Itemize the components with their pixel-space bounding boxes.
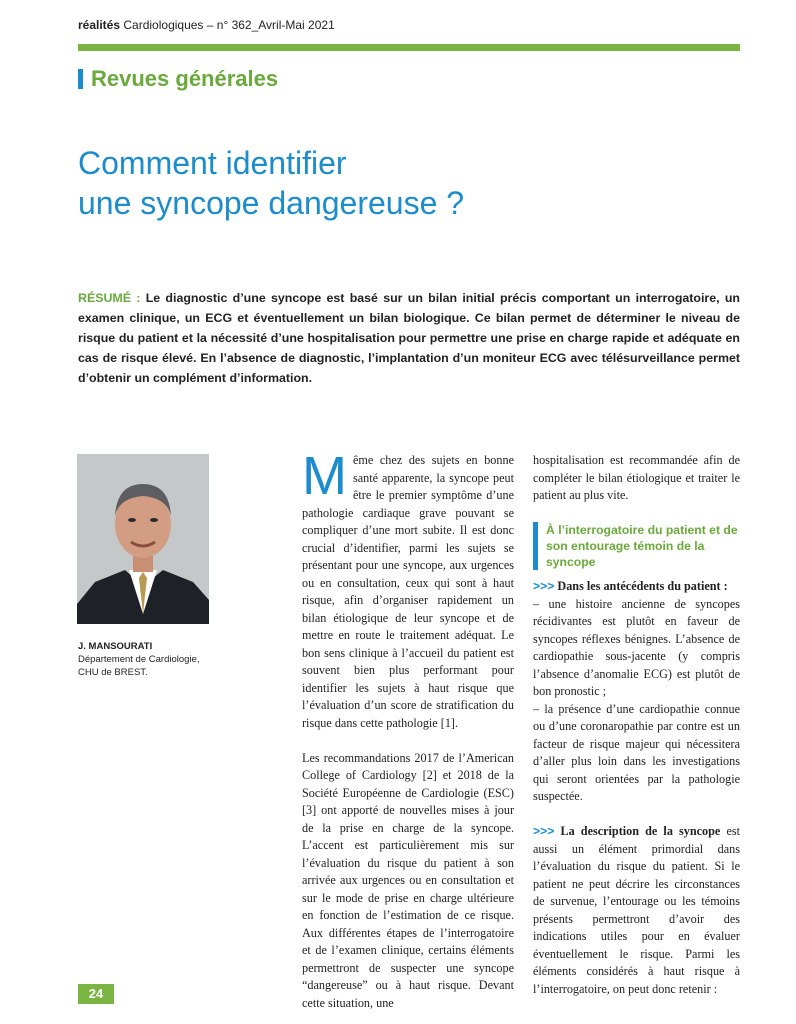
body-column-2 [533, 452, 740, 998]
abstract [78, 288, 740, 388]
author-name: J. MANSOURATI [78, 641, 153, 652]
body-column-1 [302, 446, 514, 1012]
description-text: est aussi un élément primordial dans l’évaluation du risque du patient. Si le patient ne peut décrire les circonstances de survenue, l’entourage ou les témoins présents permettront d’avoir des indications utiles pour en évaluer éventuellement le risque. Parmi les éléments considérés à haut risque à l’interrogatoire, on peut donc retenir : [533, 824, 740, 996]
guidelines-paragraph: Les recommandations 2017 de l’American College of Cardiology [2] et 2018 de la Société Européenne de Cardiologie (ESC) [3] ont apporté de nouvelles mises à jour de la prise en charge de la syncope. L’accent est particulièrement mis sur l’évaluation du risque du patient à son arrivée aux urgences ou en consultation et sur le mode de prise en charge ultérieure en fonction de l’estimation de ce risque. Aux différentes étapes de l’interrogatoire et de l’examen clinique, certains éléments permettront de suspecter une syncope “dangereuse” ou à haut risque. Devant cette situation, une [302, 750, 514, 1010]
arrows-marker: >>> [533, 824, 555, 838]
hospitalisation-paragraph: hospitalisation est recommandée afin de compléter le bilan étiologique et traiter le patient au plus vite. [533, 453, 740, 502]
description-label: La description de la syncope [560, 824, 721, 838]
page-number: 24 [78, 984, 114, 1004]
author-affiliation-1: Département de Cardiologie, [78, 654, 200, 665]
title-line-2: une syncope dangereuse ? [78, 185, 465, 221]
journal-brand: réalités [78, 18, 121, 32]
author-affiliation-2: CHU de BREST. [78, 667, 148, 678]
running-head [78, 18, 335, 32]
history-label: Dans les antécédents du patient : [557, 579, 728, 593]
arrows-marker: >>> [533, 579, 555, 593]
section-title: Revues générales [91, 66, 279, 91]
author-block [78, 640, 199, 679]
journal-issue: Cardiologiques – n° 362_Avril-Mai 2021 [123, 18, 335, 32]
history-item-2: – la présence d’une cardiopathie connue ou d’une coronaropathie par contre est un facteur de risque majeur qui nécessitera d’aller plus loin dans les investigations qui seront orientées par la pathologie suspectée. [533, 701, 740, 803]
drop-cap: M [302, 446, 347, 506]
subsection-heading [533, 522, 740, 570]
header-rule [78, 44, 740, 51]
history-heading [533, 578, 740, 596]
abstract-label: RÉSUMÉ : [78, 291, 141, 305]
title-line-1: Comment identifier [78, 145, 347, 181]
history-item-1: – une histoire ancienne de syncopes récidivantes est plutôt en faveur de syncopes réflexes bénignes. L’absence de cardiopathie sous-jacente (y compris l’absence d’anomalie ECG) est plutôt de bon pronostic ; [533, 596, 740, 698]
author-photo [77, 454, 209, 624]
intro-paragraph [302, 446, 514, 732]
subsection-heading-text: À l’interrogatoire du patient et de son entourage témoin de la syncope [546, 523, 738, 569]
intro-text: ême chez des sujets en bonne santé apparente, la syncope peut être le premier symptôme d’une pathologie cardiaque grave pouvant se compliquer d’une mort subite. Il est donc crucial d’identifier, parmi les sujets se présentant pour une syncope, aux urgences ou en consultation, ceux qui sont à haut risque, afin d’organiser rapidement un bilan étiologique de leur syncope et de mettre en route le traitement adéquat. Le bon sens clinique à l’accueil du patient est souvent bien plus performant pour identifier les sujets à haut risque que l’évaluation d’un score de stratification du risque dans cette pathologie [1]. [302, 453, 514, 730]
article-title [78, 143, 464, 223]
description-paragraph [533, 823, 740, 998]
section-marker [78, 69, 83, 89]
subsection-marker [533, 522, 538, 570]
section-label [78, 66, 278, 92]
abstract-text: Le diagnostic d’une syncope est basé sur un bilan initial précis comportant un interrogatoire, un examen clinique, un ECG et éventuellement un bilan biologique. Ce bilan permet de déterminer le niveau de risque du patient et la nécessité d’une hospitalisation pour permettre une prise en charge rapide et adéquate en cas de risque élevé. En l’absence de diagnostic, l’implantation d’un moniteur ECG avec télésurveillance permet d’obtenir un complément d’information. [78, 291, 740, 385]
